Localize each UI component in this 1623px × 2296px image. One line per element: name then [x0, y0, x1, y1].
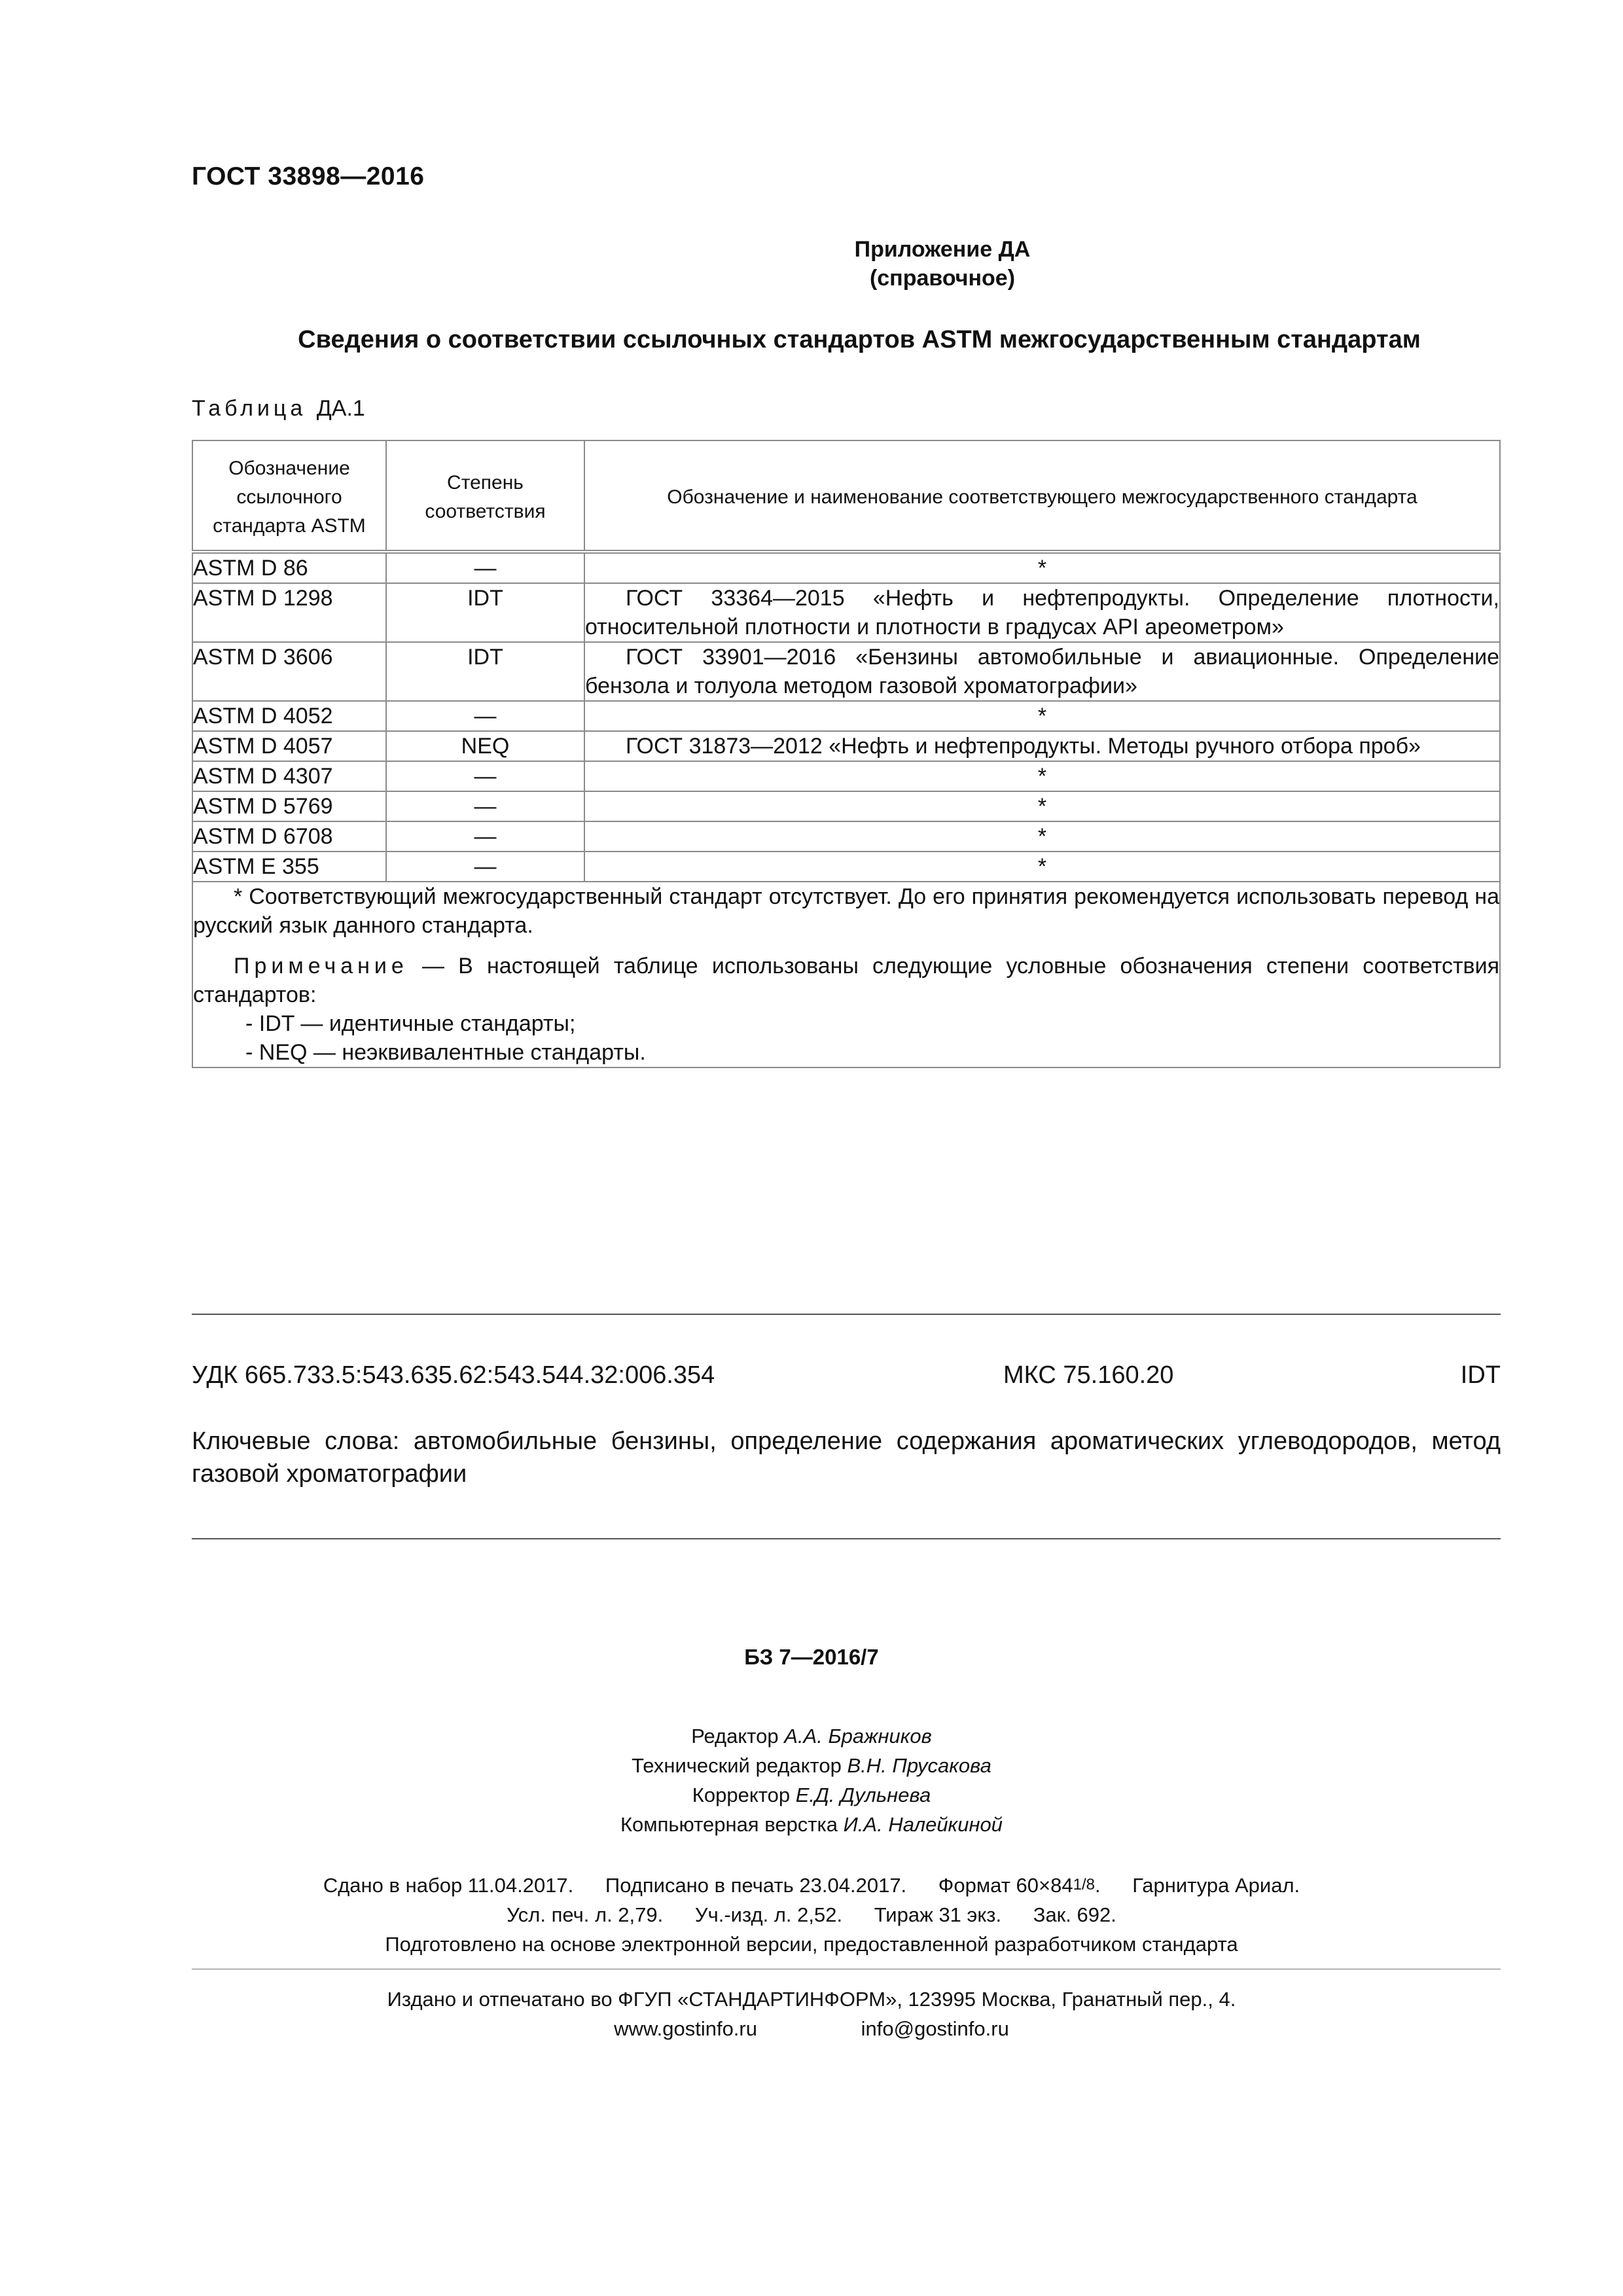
credit-line: [0, 1780, 1623, 1810]
row-name: *: [584, 821, 1500, 852]
classification-row: [192, 1361, 1501, 1394]
table-header-row: [192, 440, 1500, 552]
table-footnote: * Соответствующий межгосударственный стандарт отсутствует. До его принятия рекомендуется использовать перевод на русский язык данного стандарта.: [193, 884, 1499, 938]
row-name: ГОСТ 33901—2016 «Бензины автомобильные и авиационные. Определение бензола и толуола методом газовой хроматографии»: [584, 642, 1500, 701]
publisher-contacts: [0, 2014, 1623, 2043]
row-name: *: [584, 761, 1500, 791]
row-code: ASTM D 4307: [192, 761, 386, 791]
row-degree: NEQ: [386, 731, 584, 761]
table-notes-row: [192, 882, 1500, 1067]
row-code: ASTM D 6708: [192, 821, 386, 852]
prepared-note: Подготовлено на основе электронной версии, предоставленной разработчиком стандарта: [385, 1933, 1238, 1956]
note-label: Примечание: [234, 954, 408, 978]
table-row: [192, 701, 1500, 731]
column-header-degree: Степень соответствия: [386, 440, 584, 552]
correspondence-table: [192, 440, 1501, 1068]
row-degree: —: [386, 852, 584, 882]
row-name: *: [584, 791, 1500, 821]
table-label-number: ДА.1: [316, 396, 365, 421]
table-row: [192, 821, 1500, 852]
order-number: Зак. 692.: [1033, 1903, 1116, 1926]
bz-number: БЗ 7—2016/7: [744, 1645, 879, 1669]
credit-role: Корректор: [692, 1784, 791, 1806]
format-fraction: 1/8: [1073, 1876, 1095, 1893]
row-name: *: [584, 852, 1500, 882]
row-degree: —: [386, 761, 584, 791]
row-name: *: [584, 552, 1500, 583]
credit-name: В.Н. Прусакова: [847, 1754, 991, 1777]
row-code: ASTM D 86: [192, 552, 386, 583]
website-link[interactable]: www.gostinfo.ru: [614, 2017, 757, 2040]
mks-code: МКС 75.160.20: [1003, 1361, 1174, 1389]
credit-line: [0, 1721, 1623, 1751]
note-text: — В настоящей таблице использованы следующие условные обозначения степени соответствия стандартов:: [193, 954, 1500, 1007]
credits: [0, 1721, 1623, 1839]
table-row: [192, 731, 1500, 761]
table-label: [192, 396, 365, 422]
table-row: [192, 552, 1500, 583]
table-row: [192, 852, 1500, 882]
row-degree: IDT: [386, 642, 584, 701]
print-line-1: Сдано в набор 11.04.2017. Подписано в печать 23.04.2017. Формат 60×841/8. Гарнитура Ариал.: [323, 1874, 1300, 1897]
row-degree: —: [386, 552, 584, 583]
row-code: ASTM D 4057: [192, 731, 386, 761]
submitted-date: Сдано в набор 11.04.2017.: [323, 1874, 574, 1897]
credit-role: Технический редактор: [632, 1754, 842, 1777]
typeface: Гарнитура Ариал.: [1132, 1874, 1300, 1897]
row-degree: —: [386, 701, 584, 731]
divider-bottom: [192, 1538, 1501, 1539]
table-row: [192, 791, 1500, 821]
row-code: ASTM D 1298: [192, 583, 386, 642]
udk-code: УДК 665.733.5:543.635.62:543.544.32:006.354: [192, 1361, 715, 1389]
table-row: [192, 583, 1500, 642]
credit-name: А.А. Бражников: [784, 1725, 932, 1748]
signed-date: Подписано в печать 23.04.2017.: [605, 1874, 907, 1897]
row-code: ASTM E 355: [192, 852, 386, 882]
print-line-2: [0, 1900, 1623, 1929]
table-notes: [192, 882, 1500, 1067]
row-degree: —: [386, 821, 584, 852]
note-item-neq: - NEQ — неэквивалентные стандарты.: [245, 1040, 646, 1065]
credit-name: И.А. Налейкиной: [843, 1813, 1003, 1836]
appendix-subtitle: (справочное): [869, 266, 1016, 291]
credit-line: [0, 1751, 1623, 1780]
table-row: [192, 761, 1500, 791]
appendix-title: Приложение ДА: [854, 237, 1031, 262]
paper-format: Формат 60×84: [938, 1874, 1073, 1897]
credit-line: [0, 1810, 1623, 1839]
row-degree: —: [386, 791, 584, 821]
print-sheets: Усл. печ. л. 2,79.: [507, 1903, 664, 1926]
note-item-idt: - IDT — идентичные стандарты;: [245, 1011, 576, 1036]
table-label-word: Таблица: [192, 396, 307, 421]
print-details: [0, 1870, 1623, 1959]
table-note: [193, 952, 1499, 1009]
email-link[interactable]: info@gostinfo.ru: [861, 2017, 1009, 2040]
row-name: ГОСТ 31873—2012 «Нефть и нефтепродукты. Методы ручного отбора проб»: [584, 731, 1500, 761]
row-name: *: [584, 701, 1500, 731]
credit-role: Редактор: [691, 1725, 779, 1748]
publisher-block: [0, 1984, 1623, 2043]
row-degree: IDT: [386, 583, 584, 642]
degree-code: IDT: [1460, 1361, 1501, 1389]
publisher-address: Издано и отпечатано во ФГУП «СТАНДАРТИНФОРМ», 123995 Москва, Гранатный пер., 4.: [387, 1988, 1236, 2011]
appendix-heading: Сведения о соответствии ссылочных стандартов ASTM межгосударственным стандартам: [298, 326, 1421, 353]
row-code: ASTM D 5769: [192, 791, 386, 821]
divider-top: [192, 1314, 1501, 1315]
copies: Тираж 31 экз.: [874, 1903, 1002, 1926]
table-row: [192, 642, 1500, 701]
column-header-code: Обозначение ссылочного стандарта ASTM: [192, 440, 386, 552]
edition-sheets: Уч.-изд. л. 2,52.: [694, 1903, 843, 1926]
row-code: ASTM D 4052: [192, 701, 386, 731]
standard-code: ГОСТ 33898—2016: [192, 162, 425, 190]
column-header-name: Обозначение и наименование соответствующего межгосударственного стандарта: [584, 440, 1500, 552]
credit-name: Е.Д. Дульнева: [795, 1784, 931, 1806]
row-name: ГОСТ 33364—2015 «Нефть и нефтепродукты. Определение плотности, относительной плотности и плотности в градусах API ареометром»: [584, 583, 1500, 642]
row-code: ASTM D 3606: [192, 642, 386, 701]
credit-role: Компьютерная верстка: [620, 1813, 838, 1836]
keywords: Ключевые слова: автомобильные бензины, определение содержания ароматических углеводородов, метод газовой хроматографии: [192, 1427, 1501, 1488]
